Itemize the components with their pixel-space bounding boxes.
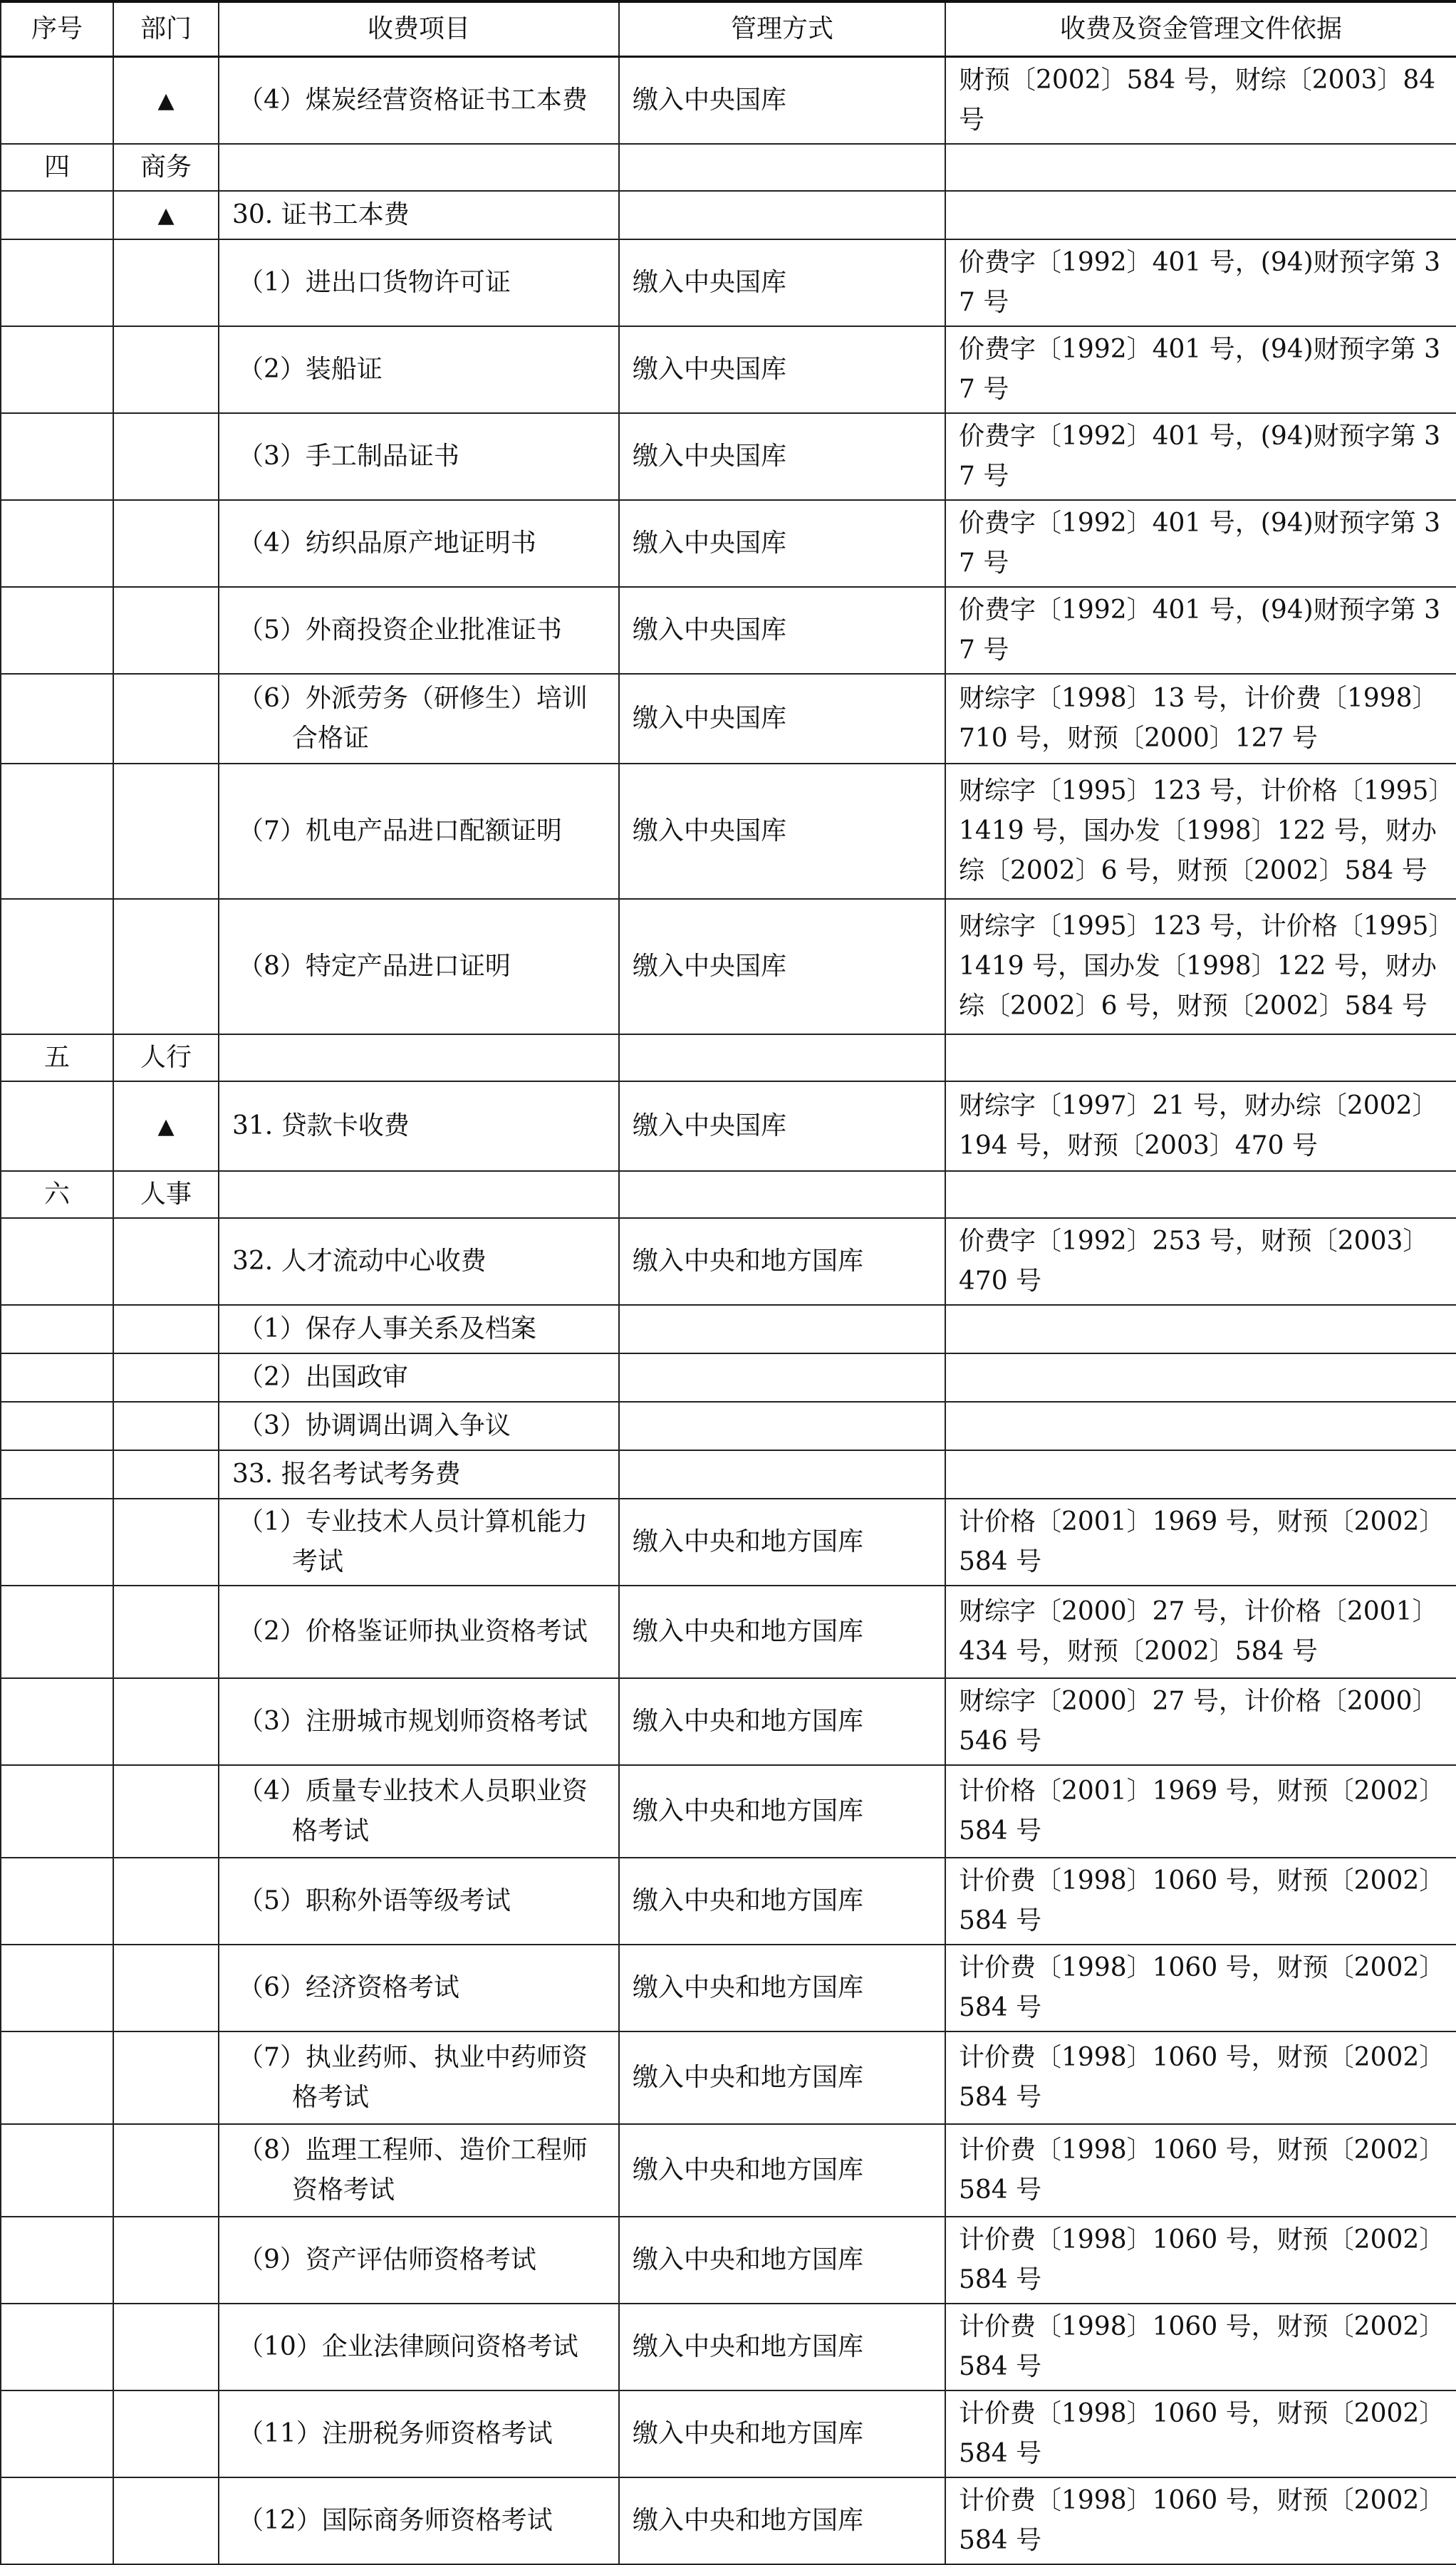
- cell-fee-item-text: （6）外派劳务（研修生）培训合格证: [238, 684, 588, 753]
- cell-document-basis-text: 财综字〔2000〕27 号，计价格〔2001〕434 号，财预〔2002〕584 号: [959, 1597, 1438, 1666]
- cell-fee-item-text: （7）执业药师、执业中药师资格考试: [238, 2043, 588, 2112]
- cell-document-basis-text: 计价费〔1998〕1060 号，财预〔2002〕584 号: [959, 1866, 1432, 1935]
- cell-fee-item: [219, 1678, 619, 1765]
- cell-fee-item: [219, 587, 619, 674]
- cell-fee-item: [219, 1499, 619, 1586]
- cell-department: [113, 2217, 219, 2304]
- cell-management-method: [619, 1218, 945, 1305]
- table-row: [1, 413, 1456, 500]
- cell-serial-no: [1, 1402, 113, 1450]
- cell-fee-item: [219, 2477, 619, 2564]
- cell-department: [113, 899, 219, 1034]
- cell-management-method: [619, 2390, 945, 2477]
- cell-department: [113, 1034, 219, 1081]
- cell-department: [113, 1402, 219, 1450]
- table-row: [1, 326, 1456, 413]
- cell-fee-item-text: （3）协调调出调入争议: [238, 1411, 511, 1440]
- cell-department: [113, 57, 219, 145]
- cell-department: [113, 674, 219, 764]
- cell-fee-item: [219, 500, 619, 587]
- cell-serial-no: [1, 57, 113, 145]
- cell-document-basis-text: 财预〔2002〕584 号，财综〔2003〕84 号: [959, 66, 1436, 135]
- cell-department: [113, 413, 219, 500]
- cell-document-basis-text: 价费字〔1992〕401 号，(94)财预字第 37 号: [959, 595, 1441, 665]
- table-row: [1, 57, 1456, 145]
- cell-serial-no: [1, 587, 113, 674]
- table-row: [1, 1678, 1456, 1765]
- cell-department: [113, 1858, 219, 1945]
- cell-document-basis: [945, 2304, 1456, 2390]
- cell-fee-item-text: （10）企业法律顾问资格考试: [238, 2332, 578, 2361]
- cell-document-basis-text: 计价格〔2001〕1969 号，财预〔2002〕584 号: [959, 1507, 1432, 1576]
- cell-serial-no: [1, 1945, 113, 2031]
- table-body: [1, 57, 1456, 2565]
- cell-department-text: ▲: [157, 88, 175, 113]
- cell-serial-no: [1, 674, 113, 764]
- cell-fee-item: [219, 1034, 619, 1081]
- cell-fee-item-text: （6）经济资格考试: [238, 1973, 459, 2002]
- cell-department: [113, 764, 219, 899]
- cell-document-basis-text: 价费字〔1992〕401 号，(94)财预字第 37 号: [959, 335, 1441, 404]
- cell-fee-item-text: （3）手工制品证书: [238, 442, 459, 471]
- cell-management-method: [619, 1171, 945, 1218]
- cell-management-method: [619, 1765, 945, 1858]
- cell-document-basis: [945, 1353, 1456, 1402]
- cell-management-method-text: 缴入中央和地方国库: [633, 2419, 864, 2448]
- cell-document-basis: [945, 587, 1456, 674]
- cell-department: [113, 1305, 219, 1353]
- cell-management-method-text: 缴入中央和地方国库: [633, 1973, 864, 2002]
- cell-document-basis-text: 财综字〔1998〕13 号，计价费〔1998〕710 号，财预〔2000〕127 号: [959, 684, 1438, 753]
- cell-management-method: [619, 764, 945, 899]
- header-row: [1, 1, 1456, 57]
- table-row: [1, 587, 1456, 674]
- cell-department: [113, 1353, 219, 1402]
- table-row: [1, 2031, 1456, 2124]
- cell-document-basis-text: 财综字〔1995〕123 号，计价格〔1995〕1419 号，国办发〔1998〕122 号，财办综〔2002〕6 号，财预〔2002〕584 号: [959, 912, 1442, 1021]
- table-row: [1, 239, 1456, 326]
- cell-serial-no: [1, 500, 113, 587]
- cell-serial-no: [1, 2217, 113, 2304]
- cell-serial-no: [1, 2031, 113, 2124]
- cell-document-basis: [945, 2477, 1456, 2564]
- table-row: [1, 1858, 1456, 1945]
- cell-management-method-text: 缴入中央和地方国库: [633, 1617, 864, 1646]
- cell-serial-no: [1, 1081, 113, 1171]
- cell-department: [113, 191, 219, 239]
- cell-document-basis: [945, 326, 1456, 413]
- cell-management-method-text: 缴入中央国库: [633, 442, 787, 471]
- cell-fee-item: [219, 1171, 619, 1218]
- cell-fee-item-text: （1）进出口货物许可证: [238, 268, 511, 297]
- cell-management-method: [619, 1034, 945, 1081]
- cell-fee-item-text: （2）装船证: [238, 355, 383, 384]
- cell-department-text: ▲: [157, 203, 175, 228]
- cell-fee-item-text: （8）特定产品进口证明: [238, 952, 511, 981]
- cell-serial-no: [1, 326, 113, 413]
- cell-management-method: [619, 2031, 945, 2124]
- cell-department: [113, 326, 219, 413]
- cell-department: [113, 1586, 219, 1678]
- cell-fee-item: [219, 1305, 619, 1353]
- cell-document-basis-text: 价费字〔1992〕401 号，(94)财预字第 37 号: [959, 422, 1441, 491]
- table-row: [1, 1034, 1456, 1081]
- cell-serial-no: [1, 1305, 113, 1353]
- cell-serial-no-text: 四: [43, 152, 70, 182]
- cell-fee-item: [219, 1353, 619, 1402]
- cell-document-basis: [945, 2031, 1456, 2124]
- cell-serial-no: [1, 1499, 113, 1586]
- cell-management-method-text: 缴入中央国库: [633, 85, 787, 115]
- cell-fee-item-text: （1）保存人事关系及档案: [238, 1314, 536, 1343]
- cell-document-basis: [945, 1765, 1456, 1858]
- cell-document-basis-text: 价费字〔1992〕253 号，财预〔2003〕470 号: [959, 1227, 1429, 1296]
- table-row: [1, 1081, 1456, 1171]
- table-row: [1, 2390, 1456, 2477]
- cell-serial-no: [1, 1678, 113, 1765]
- cell-management-method-text: 缴入中央和地方国库: [633, 2245, 864, 2274]
- cell-serial-no: [1, 144, 113, 191]
- cell-management-method-text: 缴入中央国库: [633, 1111, 787, 1140]
- cell-fee-item: [219, 674, 619, 764]
- cell-serial-no: [1, 1450, 113, 1499]
- cell-management-method-text: 缴入中央和地方国库: [633, 1247, 864, 1276]
- cell-serial-no: [1, 1858, 113, 1945]
- cell-fee-item: [219, 764, 619, 899]
- cell-fee-item-text: （12）国际商务师资格考试: [238, 2506, 553, 2535]
- cell-management-method: [619, 413, 945, 500]
- cell-fee-item-text: （5）外商投资企业批准证书: [238, 615, 562, 645]
- table-row: [1, 144, 1456, 191]
- cell-serial-no: [1, 1586, 113, 1678]
- cell-department: [113, 2390, 219, 2477]
- cell-document-basis: [945, 2124, 1456, 2217]
- cell-department-text: 人行: [140, 1043, 192, 1072]
- cell-department: [113, 500, 219, 587]
- cell-fee-item: [219, 239, 619, 326]
- cell-fee-item: [219, 2031, 619, 2124]
- table-row: [1, 1171, 1456, 1218]
- cell-department: [113, 239, 219, 326]
- cell-department: [113, 1450, 219, 1499]
- table-row: [1, 500, 1456, 587]
- cell-serial-no: [1, 1765, 113, 1858]
- cell-department: [113, 1499, 219, 1586]
- cell-fee-item: [219, 1081, 619, 1171]
- cell-management-method-text: 缴入中央国库: [633, 704, 787, 733]
- cell-management-method-text: 缴入中央和地方国库: [633, 1886, 864, 1915]
- cell-department: [113, 2124, 219, 2217]
- cell-serial-no: [1, 1171, 113, 1218]
- cell-document-basis: [945, 1858, 1456, 1945]
- cell-document-basis-text: 计价费〔1998〕1060 号，财预〔2002〕584 号: [959, 2486, 1432, 2555]
- cell-management-method-text: 缴入中央和地方国库: [633, 2063, 864, 2092]
- cell-fee-item-text: （3）注册城市规划师资格考试: [238, 1707, 588, 1736]
- cell-serial-no: [1, 413, 113, 500]
- header-fee-item: 收费项目: [219, 1, 619, 57]
- cell-fee-item: [219, 326, 619, 413]
- cell-fee-item-text: 30. 证书工本费: [232, 200, 410, 229]
- table-row: [1, 1450, 1456, 1499]
- table-row: [1, 1765, 1456, 1858]
- table-row: [1, 191, 1456, 239]
- cell-management-method: [619, 144, 945, 191]
- cell-serial-no: [1, 2124, 113, 2217]
- cell-document-basis-text: 计价费〔1998〕1060 号，财预〔2002〕584 号: [959, 2225, 1432, 2294]
- cell-management-method: [619, 1499, 945, 1586]
- cell-department: [113, 2477, 219, 2564]
- cell-management-method-text: 缴入中央国库: [633, 268, 787, 297]
- cell-document-basis: [945, 1499, 1456, 1586]
- cell-fee-item: [219, 1858, 619, 1945]
- cell-document-basis: [945, 899, 1456, 1034]
- table-row: [1, 1305, 1456, 1353]
- cell-fee-item: [219, 1402, 619, 1450]
- cell-document-basis-text: 价费字〔1992〕401 号，(94)财预字第 37 号: [959, 248, 1441, 317]
- cell-serial-no: [1, 2304, 113, 2390]
- cell-fee-item-text: 31. 贷款卡收费: [232, 1111, 410, 1140]
- cell-serial-no-text: 五: [43, 1043, 70, 1072]
- cell-serial-no-text: 六: [43, 1180, 70, 1209]
- cell-management-method-text: 缴入中央和地方国库: [633, 2332, 864, 2361]
- table-header: [1, 1, 1456, 57]
- cell-fee-item-text: 32. 人才流动中心收费: [232, 1247, 487, 1276]
- cell-management-method-text: 缴入中央国库: [633, 355, 787, 384]
- cell-management-method: [619, 326, 945, 413]
- cell-document-basis: [945, 764, 1456, 899]
- cell-fee-item-text: （5）职称外语等级考试: [238, 1886, 511, 1915]
- cell-fee-item-text: （11）注册税务师资格考试: [238, 2419, 553, 2448]
- table-row: [1, 674, 1456, 764]
- table-row: [1, 1499, 1456, 1586]
- cell-document-basis-text: 财综字〔2000〕27 号，计价格〔2000〕546 号: [959, 1687, 1438, 1756]
- cell-serial-no: [1, 239, 113, 326]
- cell-management-method: [619, 1081, 945, 1171]
- cell-document-basis-text: 计价格〔2001〕1969 号，财预〔2002〕584 号: [959, 1776, 1432, 1846]
- cell-fee-item-text: （7）机电产品进口配额证明: [238, 816, 562, 846]
- cell-serial-no: [1, 764, 113, 899]
- cell-management-method-text: 缴入中央和地方国库: [633, 2506, 864, 2535]
- cell-document-basis: [945, 1171, 1456, 1218]
- cell-management-method: [619, 1945, 945, 2031]
- cell-department-text: ▲: [157, 1114, 175, 1139]
- cell-management-method: [619, 1858, 945, 1945]
- cell-management-method-text: 缴入中央和地方国库: [633, 1527, 864, 1556]
- table-row: [1, 2304, 1456, 2390]
- cell-serial-no: [1, 1353, 113, 1402]
- cell-fee-item: [219, 144, 619, 191]
- cell-document-basis: [945, 2217, 1456, 2304]
- cell-document-basis-text: 财综字〔1997〕21 号，财办综〔2002〕194 号，财预〔2003〕470 号: [959, 1091, 1438, 1160]
- cell-management-method: [619, 1402, 945, 1450]
- cell-management-method: [619, 899, 945, 1034]
- cell-department: [113, 1765, 219, 1858]
- header-management-method: 管理方式: [619, 1, 945, 57]
- cell-document-basis: [945, 239, 1456, 326]
- cell-document-basis: [945, 1305, 1456, 1353]
- cell-management-method: [619, 2477, 945, 2564]
- cell-department: [113, 144, 219, 191]
- table-row: [1, 1945, 1456, 2031]
- cell-document-basis: [945, 1945, 1456, 2031]
- cell-department: [113, 1945, 219, 2031]
- header-serial-no: 序号: [1, 1, 113, 57]
- cell-document-basis-text: 财综字〔1995〕123 号，计价格〔1995〕1419 号，国办发〔1998〕122 号，财办综〔2002〕6 号，财预〔2002〕584 号: [959, 776, 1442, 885]
- cell-management-method: [619, 57, 945, 145]
- cell-fee-item: [219, 2390, 619, 2477]
- cell-department: [113, 587, 219, 674]
- cell-department: [113, 1171, 219, 1218]
- cell-document-basis: [945, 1586, 1456, 1678]
- cell-fee-item-text: （9）资产评估师资格考试: [238, 2245, 536, 2274]
- cell-fee-item: [219, 1218, 619, 1305]
- cell-department: [113, 1081, 219, 1171]
- cell-document-basis: [945, 1218, 1456, 1305]
- cell-management-method-text: 缴入中央国库: [633, 529, 787, 558]
- cell-management-method: [619, 1586, 945, 1678]
- cell-management-method: [619, 191, 945, 239]
- cell-department-text: 人事: [140, 1180, 192, 1209]
- cell-fee-item: [219, 57, 619, 145]
- cell-serial-no: [1, 2477, 113, 2564]
- table-row: [1, 2477, 1456, 2564]
- cell-management-method-text: 缴入中央和地方国库: [633, 1796, 864, 1826]
- cell-fee-item-text: （2）价格鉴证师执业资格考试: [238, 1617, 588, 1646]
- cell-fee-item-text: 33. 报名考试考务费: [232, 1460, 461, 1489]
- table-row: [1, 1402, 1456, 1450]
- cell-fee-item: [219, 191, 619, 239]
- cell-document-basis: [945, 144, 1456, 191]
- cell-fee-item: [219, 1586, 619, 1678]
- cell-fee-item: [219, 1765, 619, 1858]
- cell-document-basis: [945, 1450, 1456, 1499]
- cell-document-basis: [945, 57, 1456, 145]
- cell-document-basis: [945, 2390, 1456, 2477]
- cell-department: [113, 2304, 219, 2390]
- cell-management-method: [619, 1678, 945, 1765]
- cell-document-basis-text: 计价费〔1998〕1060 号，财预〔2002〕584 号: [959, 2312, 1432, 2381]
- cell-fee-item: [219, 2217, 619, 2304]
- cell-fee-item: [219, 2124, 619, 2217]
- cell-department: [113, 1678, 219, 1765]
- cell-document-basis-text: 计价费〔1998〕1060 号，财预〔2002〕584 号: [959, 2043, 1432, 2112]
- table-row: [1, 2124, 1456, 2217]
- cell-serial-no: [1, 899, 113, 1034]
- cell-department: [113, 2031, 219, 2124]
- cell-serial-no: [1, 2390, 113, 2477]
- cell-serial-no: [1, 1034, 113, 1081]
- cell-document-basis: [945, 1678, 1456, 1765]
- cell-management-method: [619, 1450, 945, 1499]
- cell-management-method: [619, 500, 945, 587]
- table-row: [1, 2217, 1456, 2304]
- cell-document-basis: [945, 413, 1456, 500]
- cell-document-basis: [945, 500, 1456, 587]
- cell-management-method-text: 缴入中央和地方国库: [633, 2155, 864, 2185]
- cell-fee-item-text: （4）质量专业技术人员职业资格考试: [238, 1776, 588, 1846]
- cell-fee-item: [219, 1945, 619, 2031]
- cell-fee-item: [219, 1450, 619, 1499]
- cell-document-basis: [945, 191, 1456, 239]
- cell-department-text: 商务: [140, 152, 192, 182]
- table-row: [1, 1586, 1456, 1678]
- cell-management-method-text: 缴入中央国库: [633, 816, 787, 846]
- table-row: [1, 1218, 1456, 1305]
- cell-document-basis: [945, 674, 1456, 764]
- cell-fee-item: [219, 413, 619, 500]
- cell-management-method: [619, 2217, 945, 2304]
- cell-serial-no: [1, 191, 113, 239]
- cell-document-basis: [945, 1081, 1456, 1171]
- cell-document-basis-text: 计价费〔1998〕1060 号，财预〔2002〕584 号: [959, 1953, 1432, 2022]
- table-row: [1, 899, 1456, 1034]
- cell-management-method: [619, 239, 945, 326]
- header-department: 部门: [113, 1, 219, 57]
- cell-fee-item: [219, 899, 619, 1034]
- cell-serial-no: [1, 1218, 113, 1305]
- cell-management-method-text: 缴入中央国库: [633, 952, 787, 981]
- cell-management-method: [619, 1305, 945, 1353]
- cell-management-method: [619, 2304, 945, 2390]
- cell-fee-item: [219, 2304, 619, 2390]
- header-document-basis: 收费及资金管理文件依据: [945, 1, 1456, 57]
- cell-management-method: [619, 587, 945, 674]
- cell-management-method: [619, 1353, 945, 1402]
- cell-management-method: [619, 2124, 945, 2217]
- cell-management-method-text: 缴入中央国库: [633, 615, 787, 645]
- cell-document-basis-text: 价费字〔1992〕401 号，(94)财预字第 37 号: [959, 509, 1441, 578]
- cell-fee-item-text: （4）纺织品原产地证明书: [238, 529, 536, 558]
- cell-fee-item-text: （8）监理工程师、造价工程师资格考试: [238, 2135, 588, 2205]
- cell-document-basis: [945, 1402, 1456, 1450]
- cell-fee-item-text: （4）煤炭经营资格证书工本费: [238, 85, 588, 115]
- cell-document-basis-text: 计价费〔1998〕1060 号，财预〔2002〕584 号: [959, 2399, 1432, 2468]
- table-row: [1, 764, 1456, 899]
- cell-document-basis: [945, 1034, 1456, 1081]
- cell-department: [113, 1218, 219, 1305]
- cell-fee-item-text: （2）出国政审: [238, 1363, 408, 1392]
- cell-management-method: [619, 674, 945, 764]
- cell-document-basis-text: 计价费〔1998〕1060 号，财预〔2002〕584 号: [959, 2135, 1432, 2205]
- table-row: [1, 1353, 1456, 1402]
- cell-fee-item-text: （1）专业技术人员计算机能力考试: [238, 1507, 588, 1576]
- cell-management-method-text: 缴入中央和地方国库: [633, 1707, 864, 1736]
